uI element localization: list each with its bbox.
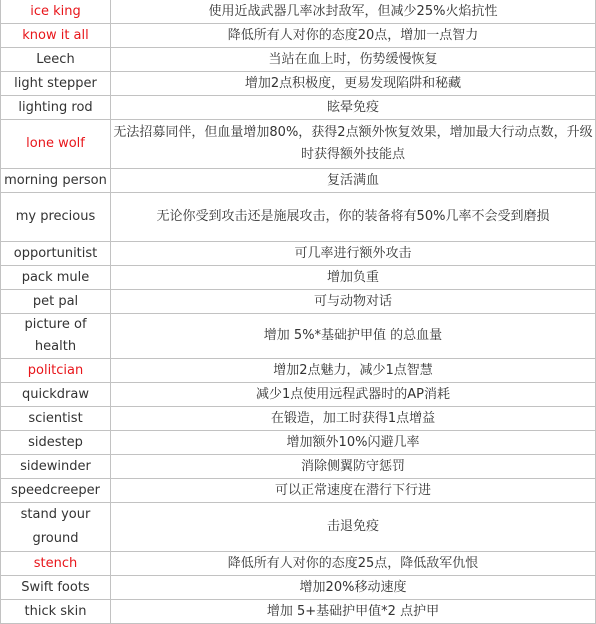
trait-name-cell: politcian [1,359,111,383]
trait-description-cell: 击退免疫 [111,503,596,552]
table-row [1,359,596,383]
trait-name-cell: scientist [1,407,111,431]
trait-name-cell: quickdraw [1,383,111,407]
table-row [1,600,596,624]
table-row [1,48,596,72]
trait-description-cell: 使用近战武器几率冰封敌军，但减少25%火焰抗性 [111,0,596,24]
table-row [1,266,596,290]
trait-description-cell: 可几率进行额外攻击 [111,242,596,266]
trait-description-cell: 减少1点使用远程武器时的AP消耗 [111,383,596,407]
table-row [1,479,596,503]
table-row [1,96,596,120]
trait-description-cell: 可与动物对话 [111,290,596,314]
table-row [1,383,596,407]
trait-name-cell: opportunitist [1,242,111,266]
table-row [1,24,596,48]
trait-description-cell: 降低所有人对你的态度20点，增加一点智力 [111,24,596,48]
trait-name-cell: lone wolf [1,120,111,169]
trait-name-cell: pet pal [1,290,111,314]
table-row [1,0,596,24]
trait-description-cell: 可以正常速度在潜行下行进 [111,479,596,503]
trait-description-cell: 增加 5+基础护甲值*2 点护甲 [111,600,596,624]
trait-description-cell: 眩晕免疫 [111,96,596,120]
trait-description-cell: 无论你受到攻击还是施展攻击，你的装备将有50%几率不会受到磨损 [111,193,596,242]
trait-name-cell: stand your ground [1,503,111,552]
trait-description-cell: 消除侧翼防守惩罚 [111,455,596,479]
table-row [1,290,596,314]
table-row [1,407,596,431]
trait-name-cell: thick skin [1,600,111,624]
trait-table-body [1,0,596,624]
table-row [1,503,596,552]
trait-name-cell: lighting rod [1,96,111,120]
trait-name-cell: know it all [1,24,111,48]
trait-description-cell: 增加额外10%闪避几率 [111,431,596,455]
trait-description-cell: 在锻造，加工时获得1点增益 [111,407,596,431]
trait-name-cell: morning person [1,169,111,193]
trait-description-cell: 增加20%移动速度 [111,576,596,600]
trait-description-cell: 降低所有人对你的态度25点，降低敌军仇恨 [111,552,596,576]
trait-description-cell: 无法招募同伴，但血量增加80%，获得2点额外恢复效果，增加最大行动点数，升级时获得额外技能点 [111,120,596,169]
trait-name-cell: light stepper [1,72,111,96]
table-row [1,576,596,600]
table-row [1,120,596,169]
trait-name-cell: stench [1,552,111,576]
trait-description-cell: 增加 5%*基础护甲值 的总血量 [111,314,596,359]
trait-name-cell: Swift foots [1,576,111,600]
table-row [1,193,596,242]
table-row [1,431,596,455]
trait-description-cell: 增加2点魅力，减少1点智慧 [111,359,596,383]
table-row [1,552,596,576]
trait-name-cell: picture of health [1,314,111,359]
table-row [1,169,596,193]
table-row [1,314,596,359]
table-row [1,455,596,479]
trait-name-cell: Leech [1,48,111,72]
trait-name-cell: pack mule [1,266,111,290]
trait-description-cell: 增加2点积极度，更易发现陷阱和秘藏 [111,72,596,96]
trait-name-cell: my precious [1,193,111,242]
trait-name-cell: sidewinder [1,455,111,479]
trait-name-cell: sidestep [1,431,111,455]
trait-description-cell: 增加负重 [111,266,596,290]
table-row [1,72,596,96]
trait-name-cell: speedcreeper [1,479,111,503]
trait-description-cell: 当站在血上时，伤势缓慢恢复 [111,48,596,72]
table-row [1,242,596,266]
trait-name-cell: ice king [1,0,111,24]
trait-description-cell: 复活满血 [111,169,596,193]
